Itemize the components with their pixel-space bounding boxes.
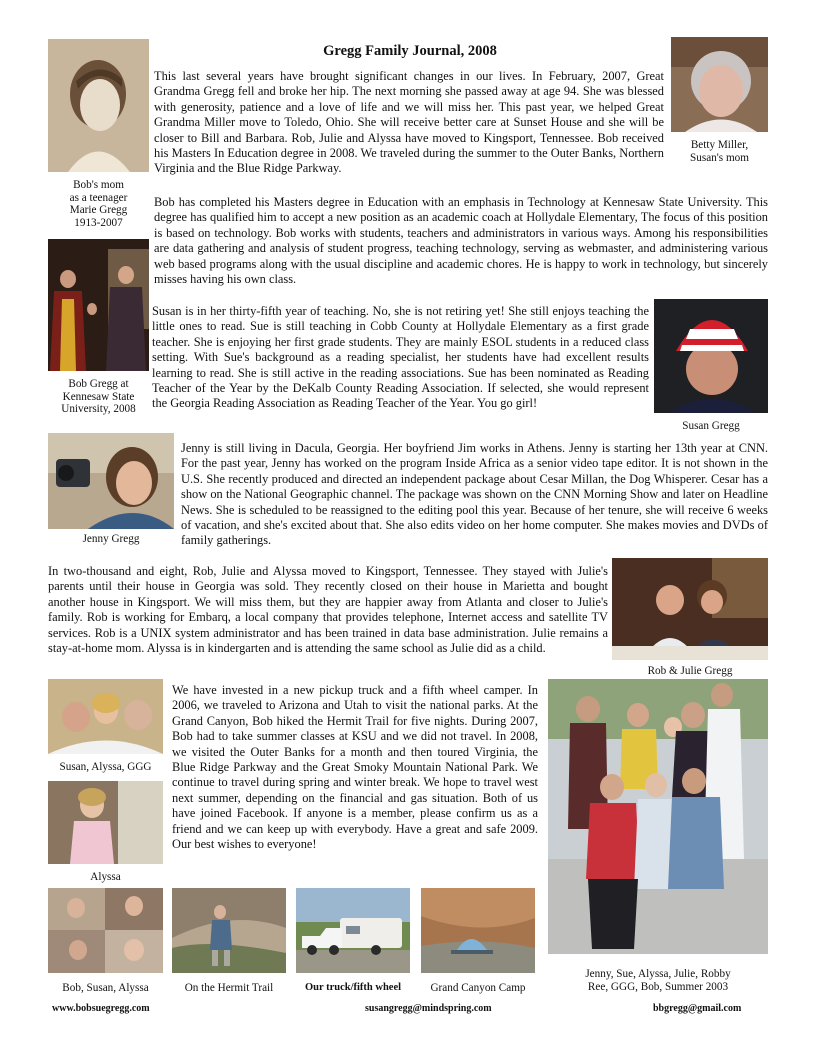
- paragraph-travel: We have invested in a new pickup truck and a fifth wheel camper. In 2006, we traveled to Arizona and Utah to visit the national parks. At the Grand Canyon, Bob hiked the Hermit Trail for five nights. During 2007, Bob had to take summer classes at KSU and we did not travel. In 2008, we visited the Outer Banks for a month and then toured Virginia, the Blue Ridge Parkway and the Great Smoky Mountain National Park. We continue to travel during spring and winter break. We hope to travel west next summer, depending on the financial and gas situation. Both of us have joined Facebook. If anyone is a member, please confirm us as a friend and we can keep up with everybody. Have a great and safe 2009. Our best wishes to everyone!: [172, 683, 538, 852]
- caption-line: Kennesaw State: [62, 390, 135, 403]
- photo-rob-julie: [612, 558, 768, 660]
- caption-line: Ree, GGG, Bob, Summer 2003: [587, 980, 729, 993]
- photo-bob-susan-alyssa: [48, 888, 163, 973]
- photo-betty-miller: [671, 37, 768, 132]
- caption-bob-susan-alyssa: Bob, Susan, Alyssa: [62, 982, 149, 994]
- caption-line: as a teenager: [69, 191, 128, 204]
- caption-alyssa: Alyssa: [90, 871, 121, 883]
- paragraph-bob: Bob has completed his Masters degree in Education with an emphasis in Technology at Kennesaw State University. This degree has qualified him to accept a new position as an academic coach at Hollydale Elementary, The focus of this position is based on technology. Bob works with students, teachers and administrators in various ways. Among his responsibilities are data gathering and analysis of student progress, teaching technology, serving as webmaster, and administering various web based programs along with the usual discipline and academic chores. He is happy to work in technology, but sincerely misses having his own class.: [154, 195, 768, 287]
- caption-susan: Susan Gregg: [682, 420, 740, 432]
- paragraph-rob: In two-thousand and eight, Rob, Julie and Alyssa moved to Kingsport, Tennessee. They stayed with Julie's parents until their house in Georgia was sold. They recently closed on their house in Marietta and bought another house in Kingsport. We will miss them, but they are happier away from Atlanta and closer to Julie's family. Rob is working for Embarq, a local company that provides telephone, Internet access and satellite TV services. Rob is a UNIX system administrator and has been trained in data base administration. Julie remains a stay-at-home mom. Alyssa is in kindergarten and is attending the same school as Julie did as a child.: [48, 564, 608, 656]
- caption-grand-canyon-camp: Grand Canyon Camp: [430, 982, 526, 994]
- photo-hermit-trail: [172, 888, 286, 973]
- caption-line: Bob Gregg at: [68, 378, 129, 390]
- caption-line: Betty Miller,: [690, 139, 749, 151]
- paragraph-susan: Susan is in her thirty-fifth year of teaching. No, she is not retiring yet! She still enjoys teaching the little ones to read. Sue is still teaching in Cobb County at Hollydale Elementary as a first grade teacher. She is enjoying her first grade students. They are mainly ESOL students in a reduced class setting. With Sue's background as a reading specialist, her students have had excellent results learning to read. She is still active in the reading associations. Sue has been nominated as Reading Teacher of the Year by the DeKalb County Reading Association. If selected, she would represent the Georgia Reading Association as Reading Teacher of the Year. You go girl!: [152, 304, 649, 411]
- caption-bob-graduation: [48, 378, 149, 416]
- photo-truck-fifth-wheel: [296, 888, 410, 973]
- paragraph-intro: This last several years have brought significant changes in our lives. In February, 2007, Great Grandma Gregg fell and broke her hip. The next morning she passed away at age 94. She was blessed with generosity, patience and a love of life and we will miss her. This past year, we helped Great Grandma Miller move to Toledo, Ohio. She will receive better care at Sunset House and she will be closer to Bill and Barbara. Rob, Julie and Alyssa have moved to Kingsport, Tennessee. Bob received his Masters In Education degree in 2008. We traveled during the summer to the Outer Banks, Northern Virginia and the Blue Ridge Parkway.: [154, 69, 664, 176]
- caption-marie: [48, 179, 149, 229]
- caption-family-group: [548, 968, 768, 993]
- footer-website[interactable]: www.bobsuegregg.com: [52, 1003, 150, 1014]
- caption-betty: [671, 139, 768, 164]
- photo-marie-gregg: [48, 39, 149, 172]
- footer-email-bob[interactable]: bbgregg@gmail.com: [653, 1003, 742, 1014]
- photo-alyssa: [48, 781, 163, 864]
- photo-family-group: [548, 679, 768, 954]
- photo-bob-graduation: [48, 239, 149, 371]
- caption-line: Marie Gregg: [69, 204, 128, 216]
- paragraph-jenny: Jenny is still living in Dacula, Georgia. Her boyfriend Jim works in Athens. Jenny is starting her 13th year at CNN. For the past year, Jenny has worked on the program Inside Africa as a senior video tape editor. It is not shown in the U.S. She recently produced and directed an independent package about Cesar Millan, the Dog Whisperer. Cesar has a show on the National Geographic channel. The package was shown on the CNN Morning Show and later on Headline News. She is scheduled to be reassigned to the editing pool this year. Because of her tenure, she will receive 6 weeks of vacation, and she's excited about that. She also edits video on her home computer. She makes movies and DVDs of family gatherings.: [181, 441, 768, 548]
- caption-line: Jenny, Sue, Alyssa, Julie, Robby: [585, 968, 731, 980]
- caption-line: 1913-2007: [74, 216, 123, 229]
- caption-line: Bob's mom: [73, 179, 124, 191]
- photo-susan-gregg: [654, 299, 768, 413]
- caption-line: University, 2008: [61, 403, 136, 415]
- caption-rob-julie: Rob & Julie Gregg: [647, 665, 733, 677]
- caption-line: Susan's mom: [690, 151, 749, 164]
- photo-susan-alyssa-ggg: [48, 679, 163, 754]
- caption-hermit-trail: On the Hermit Trail: [184, 982, 274, 994]
- caption-jenny: Jenny Gregg: [82, 533, 140, 545]
- page-title: Gregg Family Journal, 2008: [323, 43, 497, 59]
- footer-email-susan[interactable]: susangregg@mindspring.com: [365, 1003, 492, 1014]
- photo-jenny-gregg: [48, 433, 174, 529]
- photo-grand-canyon-camp: [421, 888, 535, 973]
- caption-susan-alyssa-ggg: Susan, Alyssa, GGG: [59, 761, 152, 773]
- caption-truck-fifth-wheel: Our truck/fifth wheel: [304, 982, 402, 993]
